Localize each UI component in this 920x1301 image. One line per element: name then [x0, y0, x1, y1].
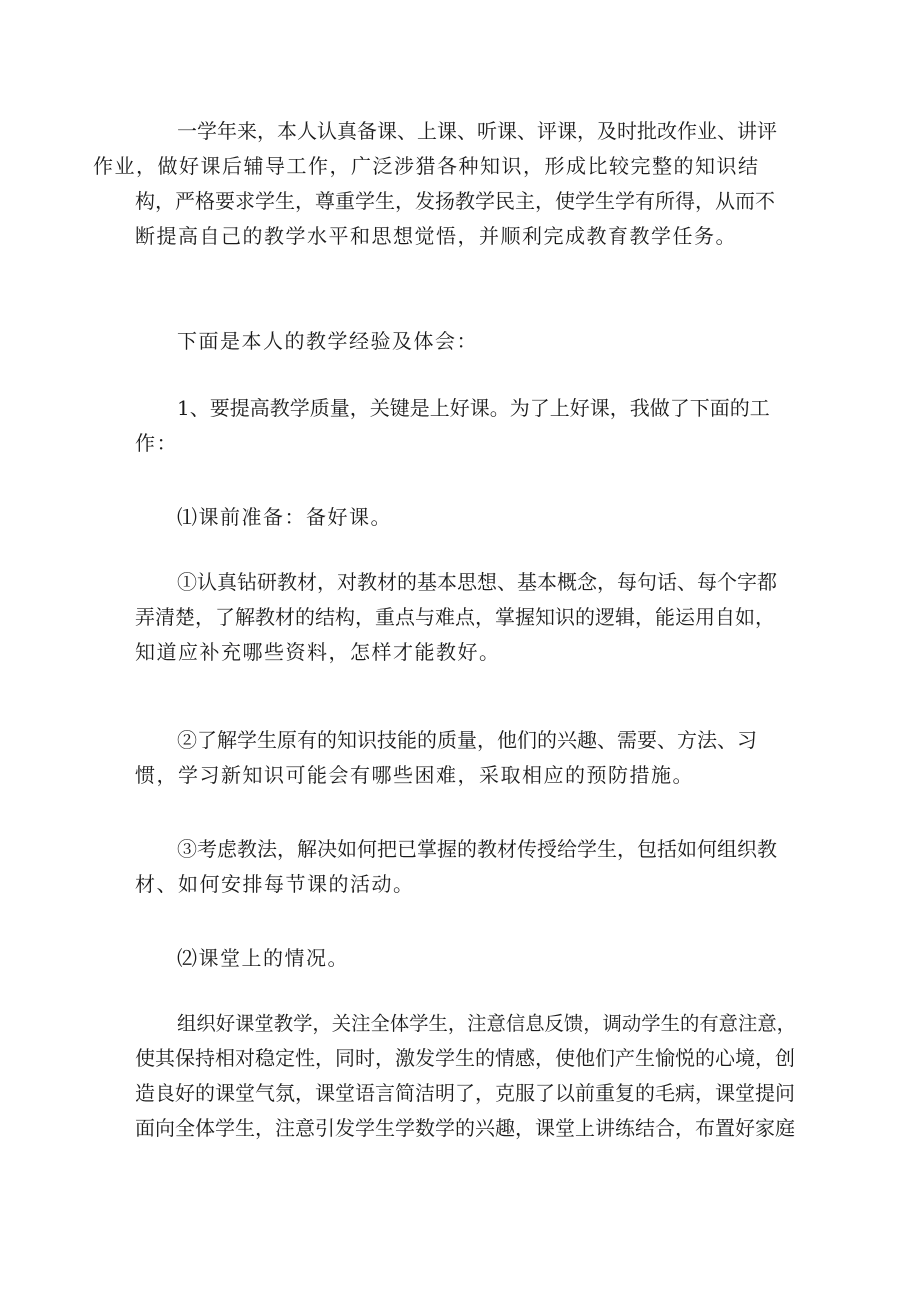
paragraph-item-3	[135, 832, 795, 902]
text-line: 弄清楚，了解教材的结构，重点与难点，掌握知识的逻辑，能运用自如，	[135, 605, 775, 629]
text-line: 作业，做好课后辅导工作，广泛涉猎各种知识，形成比较完整的知识结	[93, 154, 760, 178]
text-line: 使其保持相对稳定性，同时，激发学生的情感，使他们产生愉悦的心境，创	[135, 1046, 795, 1070]
text-line: ⑴课前准备：备好课。	[177, 505, 392, 529]
paragraph-classroom	[135, 1006, 795, 1146]
text-line: 面向全体学生，注意引发学生学数学的兴趣，课堂上讲练结合，布置好家庭	[135, 1116, 795, 1140]
paragraph-intro	[93, 114, 795, 254]
text-line: ③考虑教法，解决如何把已掌握的教材传授给学生，包括如何组织教	[177, 837, 777, 861]
paragraph-subpoint-2	[135, 941, 795, 976]
paragraph-point-1	[135, 391, 795, 461]
text-line: 材、如何安排每节课的活动。	[135, 872, 415, 896]
text-line: 一学年来，本人认真备课、上课、听课、评课，及时批改作业、讲评	[177, 119, 777, 143]
text-line: 造良好的课堂气氛，课堂语言简洁明了，克服了以前重复的毛病，课堂提问	[135, 1081, 795, 1105]
text-line: 1、要提高教学质量，关键是上好课。为了上好课，我做了下面的工	[177, 396, 770, 420]
text-line: 下面是本人的教学经验及体会：	[177, 329, 478, 353]
text-line: 知道应补充哪些资料，怎样才能教好。	[135, 640, 501, 664]
text-line: ①认真钻研教材，对教材的基本思想、基本概念，每句话、每个字都	[177, 570, 777, 594]
text-line: ⑵课堂上的情况。	[177, 946, 349, 970]
paragraph-subpoint-1	[135, 500, 795, 535]
text-line: 组织好课堂教学，关注全体学生，注意信息反馈，调动学生的有意注意，	[177, 1012, 797, 1035]
text-line: 构，严格要求学生，尊重学生，发扬教学民主，使学生学有所得，从而不	[135, 189, 775, 213]
text-line: 断提高自己的教学水平和思想觉悟，并顺利完成教育教学任务。	[135, 224, 737, 248]
text-line: ②了解学生原有的知识技能的质量，他们的兴趣、需要、方法、习	[177, 728, 757, 752]
paragraph-item-2	[135, 723, 795, 793]
paragraph-item-1	[135, 565, 795, 670]
text-line: 惯，学习新知识可能会有哪些困难，采取相应的预防措施。	[135, 763, 694, 787]
text-line: 作：	[135, 431, 178, 455]
paragraph-experience-heading	[135, 324, 795, 359]
